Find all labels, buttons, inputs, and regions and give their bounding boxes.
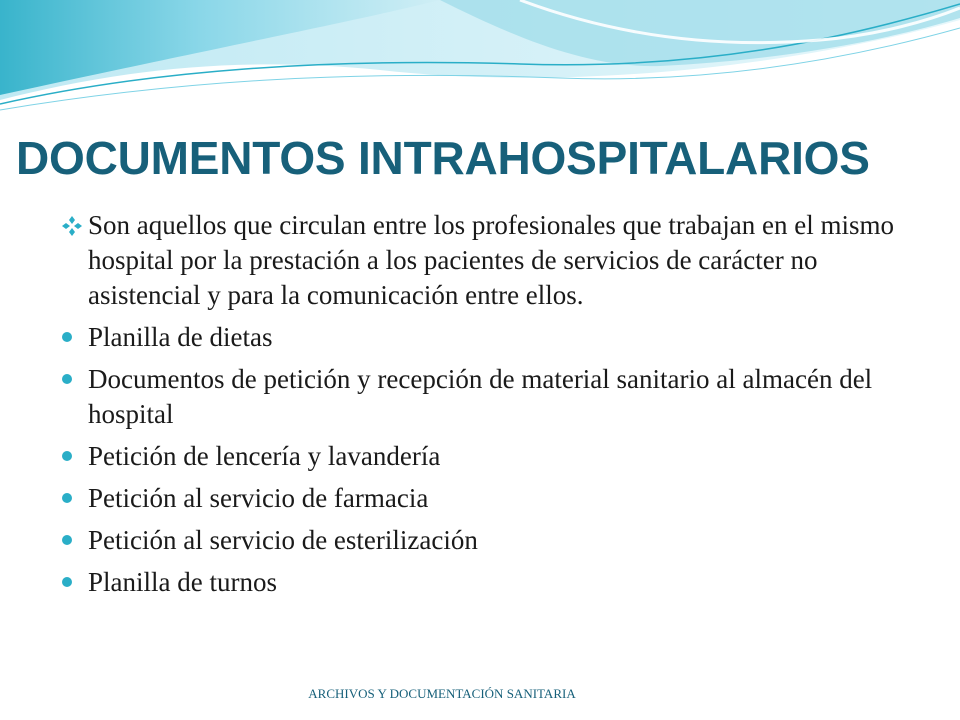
- dot-bullet-icon: [62, 493, 72, 503]
- list-item-text: Documentos de petición y recepción de material sanitario al almacén del hospital: [88, 364, 873, 429]
- slide-footer: ARCHIVOS Y DOCUMENTACIÓN SANITARIA: [308, 686, 576, 701]
- list-item-text: Petición al servicio de farmacia: [88, 483, 429, 513]
- list-item-text: Petición de lencería y lavandería: [88, 441, 441, 471]
- list-item: [60, 523, 920, 558]
- list-item-text: Planilla de turnos: [88, 567, 277, 597]
- dot-bullet-icon: [62, 332, 72, 342]
- dot-bullet-icon: [62, 577, 72, 587]
- bullet-list: [60, 208, 920, 607]
- intro-text: Son aquellos que circulan entre los profesionales que trabajan en el mismo hospital por la prestación a los pacientes de servicios de carácter no asistencial y para la comunicación entre ellos.: [88, 210, 895, 310]
- list-item: [60, 565, 920, 600]
- intro-paragraph: [60, 208, 920, 313]
- header-wave-decoration: [0, 0, 960, 120]
- dot-bullet-icon: [62, 535, 72, 545]
- list-item: [60, 439, 920, 474]
- dot-bullet-icon: [62, 374, 72, 384]
- list-item: [60, 320, 920, 355]
- dot-bullet-icon: [62, 451, 72, 461]
- list-item: [60, 362, 920, 432]
- list-item-text: Planilla de dietas: [88, 322, 273, 352]
- list-item-text: Petición al servicio de esterilización: [88, 525, 478, 555]
- list-item: [60, 481, 920, 516]
- slide-title: DOCUMENTOS INTRAHOSPITALARIOS: [16, 132, 870, 184]
- four-diamonds-icon: [60, 214, 84, 238]
- intro-bullet: [60, 208, 84, 243]
